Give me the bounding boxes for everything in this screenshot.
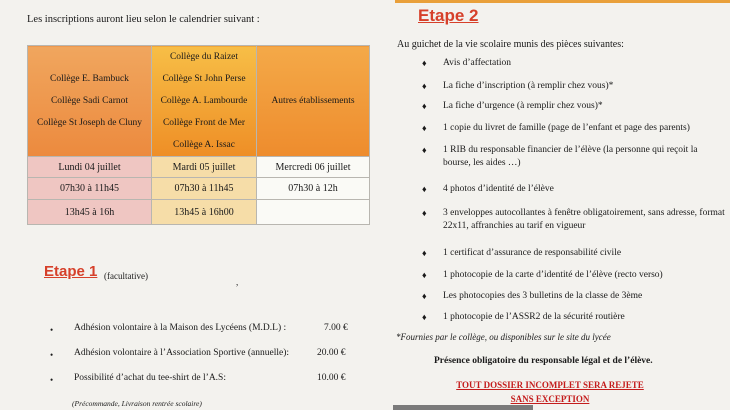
bullet-icon: • [50, 350, 54, 360]
day-label: Mardi 05 juillet [152, 157, 257, 178]
presence-notice: Présence obligatoire du responsable légal et de l’élève. [434, 356, 653, 366]
document-item: 1 RIB du responsable financier de l’élève (la personne qui reçoit la bourse, les aides …) [443, 145, 698, 168]
etape1-item-label: Possibilité d’achat du tee-shirt de l’A.S: [74, 373, 226, 383]
college-name: Collège St John Perse [162, 74, 246, 84]
document-item: 3 enveloppes autocollantes à fenêtre obligatoirement, sans adresse, format 22x11, affranchies au tarif en vigueur [443, 208, 725, 231]
etape1-title: Etape 1 [44, 263, 98, 280]
bullet-icon: • [50, 375, 54, 385]
schedule-intro: Les inscriptions auront lieu selon le calendrier suivant : [27, 14, 260, 25]
college-name: Collège A. Issac [172, 140, 235, 150]
document-item: 4 photos d’identité de l’élève [443, 184, 554, 194]
warning-line: TOUT DOSSIER INCOMPLET SERA REJETE [456, 380, 644, 390]
group-cell-2 [152, 46, 257, 157]
diamond-bullet-icon: ♦ [422, 312, 427, 322]
college-name: Collège E. Bambuck [50, 74, 129, 84]
document-item: 1 copie du livret de famille (page de l’enfant et page des parents) [443, 123, 690, 133]
document-item: La fiche d’urgence (à remplir chez vous)* [443, 101, 603, 111]
etape2-intro: Au guichet de la vie scolaire munis des pièces suivantes: [397, 39, 624, 50]
etape1-item-price: 10.00 € [317, 373, 346, 383]
rejection-warning [450, 378, 650, 406]
diamond-bullet-icon: ♦ [422, 184, 427, 194]
document-item: 1 photocopie de l’ASSR2 de la sécurité routière [443, 312, 625, 322]
college-name: Collège St Joseph de Cluny [36, 118, 143, 128]
etape1-item-label: Adhésion volontaire à la Maison des Lycéens (M.D.L) : [74, 323, 287, 333]
document-item: Les photocopies des 3 bulletins de la classe de 3ème [443, 291, 643, 301]
document-item: 1 certificat d’assurance de responsabilité civile [443, 248, 622, 258]
top-accent-bar [395, 0, 730, 3]
time-slot: 07h30 à 11h45 [28, 178, 152, 200]
footnote: *Fournies par le collège, ou disponibles sur le site du lycée [396, 332, 611, 342]
diamond-bullet-icon: ♦ [422, 145, 427, 155]
warning-line: SANS EXCEPTION [510, 394, 590, 404]
etape1-item-price: 7.00 € [324, 323, 348, 333]
stray-mark: , [236, 277, 239, 287]
diamond-bullet-icon: ♦ [422, 123, 427, 133]
schedule-header-row [28, 46, 370, 157]
etape1-item-label: Adhésion volontaire à l’Association Sportive (annuelle): [74, 348, 290, 358]
group-cell-1 [28, 46, 152, 157]
document-item: La fiche d’inscription (à remplir chez vous)* [443, 81, 614, 91]
diamond-bullet-icon: ♦ [422, 291, 427, 301]
time-slot: 13h45 à 16h [28, 200, 152, 225]
time-slot: 13h45 à 16h00 [152, 200, 257, 225]
document-item: 1 photocopie de la carte d’identité de l’élève (recto verso) [443, 270, 663, 280]
group-cell-3 [257, 46, 370, 157]
etape1-item-price: 20.00 € [317, 348, 346, 358]
schedule-afternoon-row [28, 200, 370, 225]
diamond-bullet-icon: ♦ [422, 248, 427, 258]
schedule-table [27, 45, 370, 225]
etape1-subtitle: (facultative) [104, 271, 148, 281]
diamond-bullet-icon: ♦ [422, 58, 427, 68]
college-name: Collège du Raizet [169, 52, 239, 62]
college-name: Collège A. Lambourde [160, 96, 248, 106]
time-slot: 07h30 à 11h45 [152, 178, 257, 200]
etape2-title: Etape 2 [418, 6, 479, 25]
time-slot [257, 200, 370, 225]
day-label: Lundi 04 juillet [28, 157, 152, 178]
college-name: Collège Sadi Carnot [50, 96, 129, 106]
document-item: Avis d’affectation [443, 58, 511, 68]
bullet-icon: • [50, 325, 54, 335]
cutoff-line [393, 405, 533, 410]
time-slot: 07h30 à 12h [257, 178, 370, 200]
college-name: Collège Front de Mer [162, 118, 246, 128]
diamond-bullet-icon: ♦ [422, 81, 427, 91]
diamond-bullet-icon: ♦ [422, 270, 427, 280]
day-label: Mercredi 06 juillet [257, 157, 370, 178]
etape1-note: (Précommande, Livraison rentrée scolaire) [72, 399, 202, 408]
college-name: Autres établissements [271, 96, 355, 106]
diamond-bullet-icon: ♦ [422, 208, 427, 218]
schedule-day-row [28, 157, 370, 178]
diamond-bullet-icon: ♦ [422, 101, 427, 111]
schedule-morning-row [28, 178, 370, 200]
